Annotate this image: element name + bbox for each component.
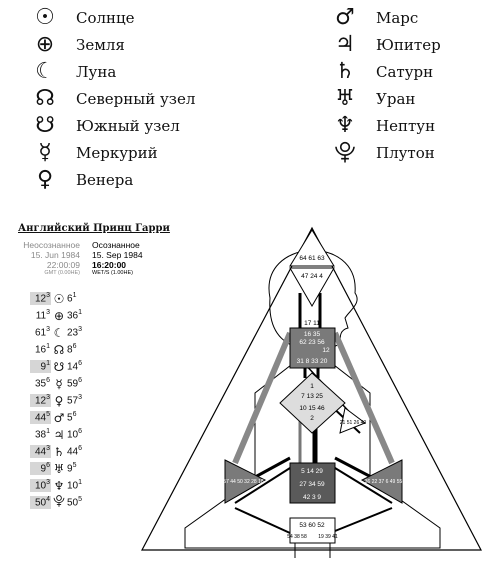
conscious-gate: $6^1$ bbox=[67, 292, 77, 305]
conscious-label: Осознанное bbox=[92, 240, 140, 250]
unconscious-gate: $38^1$ bbox=[34, 428, 50, 441]
jupiter-icon: ♃ bbox=[53, 427, 65, 442]
legend-label: Венера bbox=[76, 170, 134, 189]
conscious-time: 16:20:00 bbox=[92, 260, 127, 270]
legend-label: Луна bbox=[76, 62, 117, 81]
unconscious-gate: $12^3$ bbox=[30, 292, 51, 304]
unconscious-gate: $50^4$ bbox=[30, 496, 51, 508]
north-node-icon: ☊ bbox=[35, 85, 55, 111]
planet-row bbox=[30, 443, 130, 460]
saturn-icon: ♄ bbox=[53, 444, 65, 459]
neptune-icon: ♆ bbox=[53, 478, 65, 493]
unconscious-tz: GMT (0.00HE) bbox=[44, 270, 80, 276]
jupiter-icon: ♃ bbox=[335, 31, 355, 57]
unconscious-gate: $44^3$ bbox=[30, 445, 51, 457]
legend-label: Сатурн bbox=[376, 62, 434, 81]
gates-throat-bottom: 31 8 33 20 bbox=[296, 358, 328, 365]
conscious-gate: $36^1$ bbox=[67, 309, 83, 322]
south-node-icon: ☋ bbox=[35, 112, 55, 138]
saturn-icon: ♄ bbox=[335, 58, 355, 84]
uranus-icon: ♅ bbox=[53, 461, 65, 476]
south-node-icon: ☋ bbox=[53, 359, 65, 374]
conscious-gate: $50^5$ bbox=[67, 496, 83, 509]
venus-icon: ♀ bbox=[54, 393, 64, 408]
planet-row bbox=[30, 494, 130, 511]
legend-item bbox=[30, 166, 195, 193]
conscious-gate: $14^6$ bbox=[67, 360, 83, 373]
uranus-icon: ♅ bbox=[335, 85, 355, 111]
unconscious-gate: $35^6$ bbox=[34, 377, 50, 390]
legend-label: Плутон bbox=[376, 143, 435, 162]
legend-label: Меркурий bbox=[76, 143, 158, 162]
venus-icon: ♀ bbox=[36, 166, 54, 192]
gates-root-left: 54 38 58 bbox=[287, 534, 307, 540]
legend-item bbox=[330, 4, 441, 31]
legend-left-column bbox=[30, 4, 195, 193]
legend-item bbox=[30, 112, 195, 139]
gates-throat-top: 17 11 bbox=[304, 320, 320, 327]
legend-label: Солнце bbox=[76, 8, 135, 27]
conscious-gate: $23^3$ bbox=[67, 326, 83, 339]
unconscious-gate: $16^1$ bbox=[34, 343, 50, 356]
moon-icon: ☾ bbox=[53, 325, 65, 340]
legend-item bbox=[330, 85, 441, 112]
unconscious-gate: $61^3$ bbox=[34, 326, 50, 339]
mercury-icon: ☿ bbox=[55, 376, 63, 391]
conscious-gate: $10^1$ bbox=[67, 479, 83, 492]
conscious-gate: $44^6$ bbox=[67, 445, 83, 458]
legend-label: Южный узел bbox=[76, 116, 180, 135]
gates-sacral-bot: 42 3 9 bbox=[302, 494, 322, 501]
legend-label: Северный узел bbox=[76, 89, 196, 108]
gates-throat-row3: 12 bbox=[322, 347, 330, 354]
conscious-gate: $59^6$ bbox=[67, 377, 83, 390]
legend-label: Земля bbox=[76, 35, 125, 54]
pluto-icon: ⯓ bbox=[334, 139, 356, 165]
gates-solar: 36 22 37 6 49 55 30 bbox=[364, 479, 410, 485]
gates-g-bottom: 2 bbox=[310, 415, 314, 422]
planet-row bbox=[30, 392, 130, 409]
legend-item bbox=[330, 112, 441, 139]
chart-title: Английский Принц Гарри bbox=[18, 223, 170, 234]
planet-row bbox=[30, 341, 130, 358]
legend-item bbox=[30, 85, 195, 112]
planet-row bbox=[30, 307, 130, 324]
conscious-gate: $57^3$ bbox=[67, 394, 83, 407]
legend-item bbox=[30, 58, 195, 85]
bodygraph-diagram bbox=[140, 218, 485, 558]
moon-icon: ☾ bbox=[35, 58, 55, 84]
gates-throat-row2: 62 23 56 bbox=[299, 339, 325, 346]
legend-label: Уран bbox=[376, 89, 416, 108]
gates-throat-row1: 16 35 bbox=[303, 331, 321, 338]
gates-head: 64 61 63 bbox=[299, 255, 325, 262]
planet-row bbox=[30, 426, 130, 443]
conscious-tz: WET/S (1.00HE) bbox=[92, 270, 133, 276]
gates-g-row: 7 13 25 bbox=[301, 393, 323, 400]
unconscious-label: Неосознанное bbox=[23, 240, 80, 250]
conscious-gate: $8^6$ bbox=[67, 343, 77, 356]
gates-g-top: 1 bbox=[310, 383, 314, 390]
earth-icon: ⊕ bbox=[53, 308, 65, 323]
sun-icon: ☉ bbox=[53, 291, 65, 306]
conscious-header bbox=[92, 240, 143, 276]
planet-row bbox=[30, 409, 130, 426]
legend-label: Нептун bbox=[376, 116, 436, 135]
g-center bbox=[280, 373, 345, 433]
planet-row bbox=[30, 324, 130, 341]
mercury-icon: ☿ bbox=[38, 139, 52, 165]
conscious-date: 15. Sep 1984 bbox=[92, 250, 143, 260]
legend-label: Марс bbox=[376, 8, 419, 27]
unconscious-gate: $11^3$ bbox=[35, 309, 50, 322]
gates-root-top: 53 60 52 bbox=[299, 522, 325, 529]
planet-row bbox=[30, 375, 130, 392]
earth-icon: ⊕ bbox=[35, 31, 55, 57]
mars-icon: ♂ bbox=[53, 410, 65, 425]
conscious-gate: $9^5$ bbox=[67, 462, 77, 475]
planet-row bbox=[30, 290, 130, 307]
legend-item bbox=[330, 58, 441, 85]
unconscious-gate: $9^1$ bbox=[30, 360, 51, 372]
mars-icon: ♂ bbox=[335, 4, 355, 30]
unconscious-date: 15. Jun 1984 bbox=[30, 250, 80, 260]
gates-sacral-top: 5 14 29 bbox=[301, 468, 323, 475]
legend-item bbox=[30, 4, 195, 31]
neptune-icon: ♆ bbox=[335, 112, 355, 138]
gates-g-row2: 10 15 46 bbox=[299, 405, 325, 412]
conscious-gate: $10^6$ bbox=[67, 428, 83, 441]
gates-sacral-mid: 27 34 59 bbox=[299, 481, 325, 488]
unconscious-gate: $9^6$ bbox=[30, 462, 51, 474]
north-node-icon: ☊ bbox=[53, 342, 65, 357]
planet-row bbox=[30, 460, 130, 477]
legend-item bbox=[330, 31, 441, 58]
sun-icon: ☉ bbox=[35, 4, 55, 30]
unconscious-gate: $44^5$ bbox=[30, 411, 51, 423]
planet-row bbox=[30, 358, 130, 375]
legend-item bbox=[30, 31, 195, 58]
legend-right-column bbox=[330, 4, 441, 166]
gates-root-right: 19 39 41 bbox=[318, 534, 338, 540]
gates-spleen: 48 57 44 50 32 28 18 bbox=[216, 479, 264, 485]
pluto-icon: ⯓ bbox=[53, 494, 65, 508]
legend-item bbox=[30, 139, 195, 166]
unconscious-gate: $10^3$ bbox=[30, 479, 51, 491]
gates-ajna: 47 24 4 bbox=[301, 273, 323, 280]
planet-row bbox=[30, 477, 130, 494]
unconscious-time: 22:00:09 bbox=[46, 260, 80, 270]
gates-ego: 21 51 26 40 bbox=[339, 420, 367, 426]
unconscious-header bbox=[18, 240, 80, 276]
conscious-gate: $5^6$ bbox=[67, 411, 77, 424]
legend-label: Юпитер bbox=[376, 35, 441, 54]
unconscious-gate: $12^3$ bbox=[30, 394, 51, 406]
legend-item bbox=[330, 139, 441, 166]
